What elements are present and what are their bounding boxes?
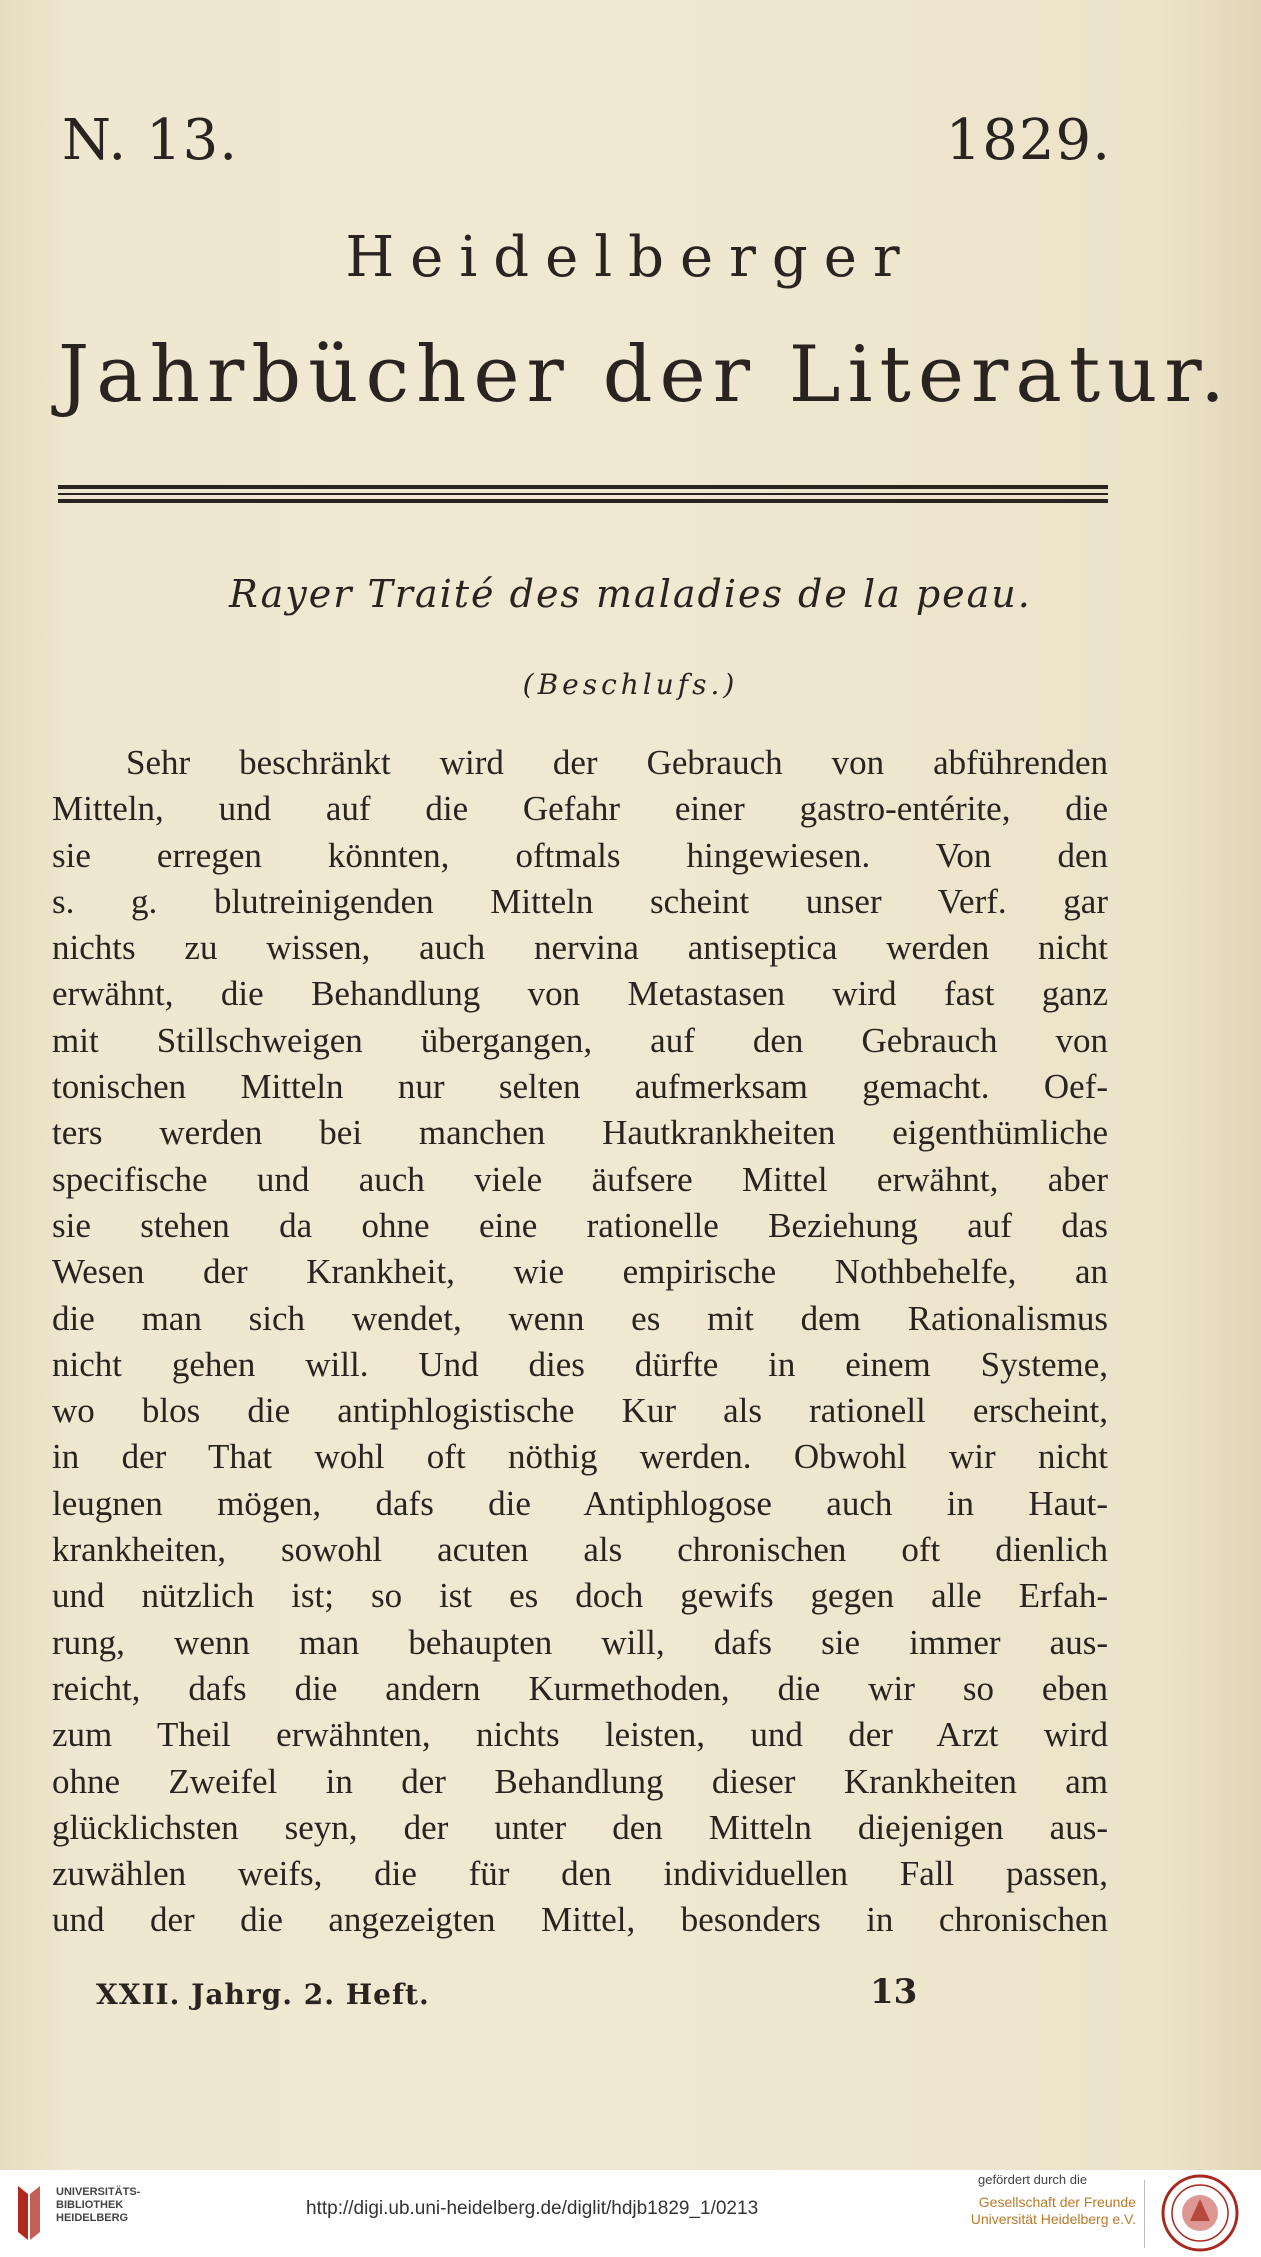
title-rule (58, 499, 1108, 503)
text-line: s. g. blutreinigenden Mitteln scheint unser Verf. gar (52, 881, 1108, 921)
text-line: sie erregen könnten, oftmals hingewiesen. Von den (52, 835, 1108, 875)
text-line: Mitteln, und auf die Gefahr einer gastro-entérite, die (52, 789, 1108, 829)
source-url[interactable]: http://digi.ub.uni-heidelberg.de/diglit/hdjb1829_1/0213 (306, 2198, 759, 2219)
text-line: ters werden bei manchen Hautkrankheiten eigenthümliche (52, 1113, 1108, 1153)
text-line: erwähnt, die Behandlung von Metastasen wird fast ganz (52, 974, 1108, 1014)
text-line: ohne Zweifel in der Behandlung dieser Krankheiten am (52, 1761, 1108, 1801)
journal-title: Jahrbücher der Literatur. (58, 330, 1232, 420)
text-line: und der die angezeigten Mittel, besonders in chronischen (52, 1900, 1108, 1940)
text-line: leugnen mögen, dafs die Antiphlogose auch in Haut- (52, 1483, 1108, 1523)
issue-number: N. 13. (62, 108, 239, 173)
text-line: Wesen der Krankheit, wie empirische Nothbehelfe, an (52, 1252, 1108, 1292)
text-line: Sehr beschränkt wird der Gebrauch von abführenden (126, 743, 1108, 782)
ub-logo-icon (14, 2180, 44, 2246)
text-line: in der That wohl oft nöthig werden. Obwohl wir nicht (52, 1437, 1108, 1477)
title-rule (58, 485, 1108, 489)
journal-subtitle: Heidelberger (345, 225, 916, 290)
funded-by-label: gefördert durch die (978, 2172, 1088, 2187)
text-line: die man sich wendet, wenn es mit dem Rationalismus (52, 1298, 1108, 1338)
text-line: nichts zu wissen, auch nervina antiseptica werden nicht (52, 928, 1108, 968)
article-subtitle: (Beschlufs.) (522, 668, 739, 701)
text-line: nicht gehen will. Und dies dürfte in einem Systeme, (52, 1344, 1108, 1384)
footer-page-signature: 13 (870, 1972, 918, 2012)
text-line: krankheiten, sowohl acuten als chronischen oft dienlich (52, 1530, 1108, 1570)
society-name: Gesellschaft der Freunde Universität Heidelberg e.V. (970, 2194, 1136, 2227)
article-title: Rayer Traité des maladies de la peau. (229, 572, 1032, 616)
text-line: wo blos die antiphlogistische Kur als rationell erscheint, (52, 1391, 1108, 1431)
text-line: glücklichsten seyn, der unter den Mitteln diejenigen aus- (52, 1807, 1108, 1847)
text-line: und nützlich ist; so ist es doch gewifs gegen alle Erfah- (52, 1576, 1108, 1616)
university-seal-icon (1160, 2173, 1240, 2253)
body-text (52, 740, 1108, 1944)
text-line: reicht, dafs die andern Kurmethoden, die wir so eben (52, 1668, 1108, 1708)
text-line: specifische und auch viele äufsere Mittel erwähnt, aber (52, 1159, 1108, 1199)
text-line: tonischen Mitteln nur selten aufmerksam gemacht. Oef- (52, 1067, 1108, 1107)
text-line: zuwählen weifs, die für den individuellen Fall passen, (52, 1854, 1108, 1894)
text-line: mit Stillschweigen übergangen, auf den Gebrauch von (52, 1020, 1108, 1060)
bar-divider (1144, 2180, 1145, 2248)
text-line: sie stehen da ohne eine rationelle Beziehung auf das (52, 1205, 1108, 1245)
text-line: rung, wenn man behaupten will, dafs sie immer aus- (52, 1622, 1108, 1662)
title-rule (58, 493, 1108, 495)
library-name: UNIVERSITÄTS- BIBLIOTHEK HEIDELBERG (56, 2186, 141, 2224)
footer-signature: XXII. Jahrg. 2. Heft. (96, 1978, 430, 2011)
issue-year: 1829. (945, 108, 1111, 173)
text-line: zum Theil erwähnten, nichts leisten, und der Arzt wird (52, 1715, 1108, 1755)
